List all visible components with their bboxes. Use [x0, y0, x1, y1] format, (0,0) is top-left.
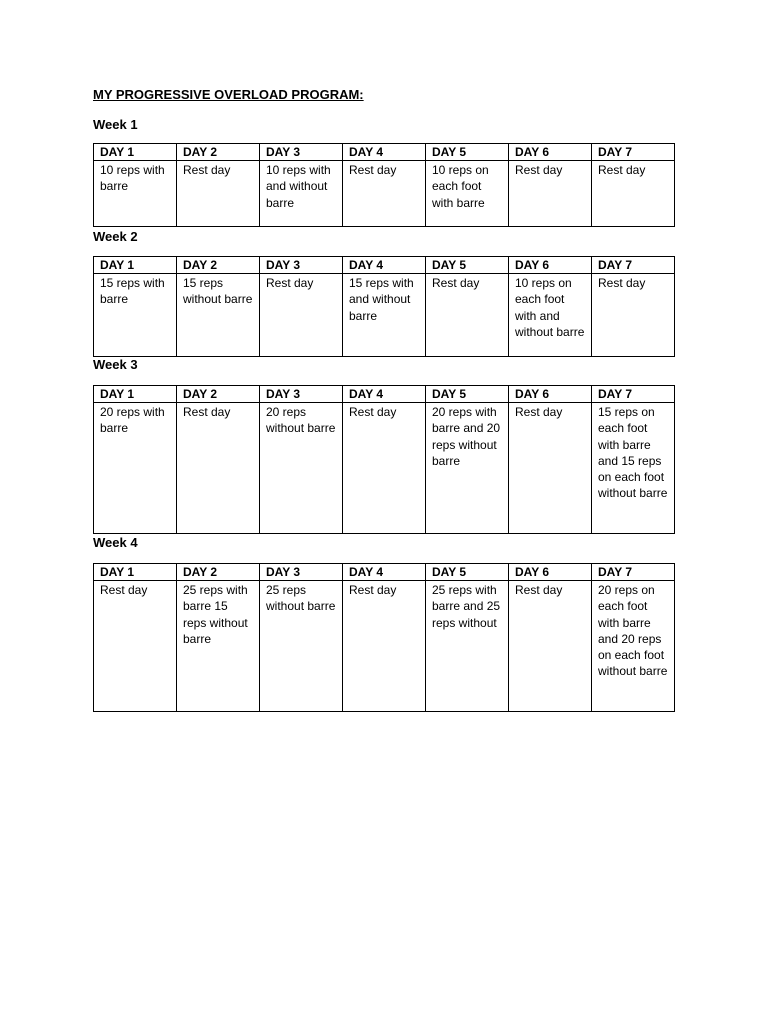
table-cell: Rest day — [592, 161, 675, 227]
day-header: DAY 7 — [592, 564, 675, 581]
day-header: DAY 1 — [94, 386, 177, 403]
day-header: DAY 2 — [177, 386, 260, 403]
day-header: DAY 1 — [94, 144, 177, 161]
table-header-row — [94, 386, 675, 403]
table-cell: Rest day — [260, 274, 343, 357]
day-header: DAY 3 — [260, 257, 343, 274]
day-header: DAY 6 — [509, 564, 592, 581]
table-cell: Rest day — [343, 581, 426, 712]
table-cell: Rest day — [592, 274, 675, 357]
table-cell: 10 reps on each foot with barre — [426, 161, 509, 227]
table-cell: 25 reps with barre and 25 reps without — [426, 581, 509, 712]
table-header-row — [94, 564, 675, 581]
table-cell: Rest day — [177, 161, 260, 227]
page-title: MY PROGRESSIVE OVERLOAD PROGRAM: — [93, 87, 364, 102]
table-cell: 15 reps on each foot with barre and 15 reps on each foot without barre — [592, 403, 675, 534]
day-header: DAY 5 — [426, 257, 509, 274]
day-header: DAY 7 — [592, 144, 675, 161]
week-2-table — [93, 256, 675, 357]
table-cell: Rest day — [509, 403, 592, 534]
table-cell: Rest day — [177, 403, 260, 534]
day-header: DAY 3 — [260, 564, 343, 581]
day-header: DAY 5 — [426, 144, 509, 161]
table-header-row — [94, 257, 675, 274]
table-row — [94, 403, 675, 534]
table-cell: 15 reps without barre — [177, 274, 260, 357]
table-cell: Rest day — [426, 274, 509, 357]
day-header: DAY 4 — [343, 257, 426, 274]
table-row — [94, 581, 675, 712]
table-cell: 10 reps on each foot with and without barre — [509, 274, 592, 357]
day-header: DAY 7 — [592, 386, 675, 403]
day-header: DAY 4 — [343, 144, 426, 161]
day-header: DAY 1 — [94, 564, 177, 581]
table-cell: 15 reps with barre — [94, 274, 177, 357]
table-cell: Rest day — [509, 581, 592, 712]
day-header: DAY 7 — [592, 257, 675, 274]
week-2-heading: Week 2 — [93, 229, 138, 244]
day-header: DAY 6 — [509, 144, 592, 161]
table-row — [94, 274, 675, 357]
table-cell: Rest day — [343, 161, 426, 227]
day-header: DAY 6 — [509, 257, 592, 274]
day-header: DAY 2 — [177, 144, 260, 161]
day-header: DAY 4 — [343, 564, 426, 581]
table-cell: 25 reps without barre — [260, 581, 343, 712]
table-cell: 15 reps with and without barre — [343, 274, 426, 357]
week-4-table — [93, 563, 675, 712]
table-cell: 10 reps with and without barre — [260, 161, 343, 227]
day-header: DAY 2 — [177, 257, 260, 274]
day-header: DAY 3 — [260, 144, 343, 161]
table-cell: Rest day — [94, 581, 177, 712]
table-cell: 10 reps with barre — [94, 161, 177, 227]
day-header: DAY 1 — [94, 257, 177, 274]
table-cell: 20 reps on each foot with barre and 20 reps on each foot without barre — [592, 581, 675, 712]
table-cell: Rest day — [509, 161, 592, 227]
day-header: DAY 3 — [260, 386, 343, 403]
day-header: DAY 5 — [426, 386, 509, 403]
table-row — [94, 161, 675, 227]
table-header-row — [94, 144, 675, 161]
week-3-heading: Week 3 — [93, 357, 138, 372]
week-1-table — [93, 143, 675, 227]
week-1-heading: Week 1 — [93, 117, 138, 132]
day-header: DAY 2 — [177, 564, 260, 581]
table-cell: Rest day — [343, 403, 426, 534]
table-cell: 20 reps with barre — [94, 403, 177, 534]
week-3-table — [93, 385, 675, 534]
week-4-heading: Week 4 — [93, 535, 138, 550]
day-header: DAY 6 — [509, 386, 592, 403]
day-header: DAY 4 — [343, 386, 426, 403]
table-cell: 25 reps with barre 15 reps without barre — [177, 581, 260, 712]
table-cell: 20 reps with barre and 20 reps without barre — [426, 403, 509, 534]
day-header: DAY 5 — [426, 564, 509, 581]
table-cell: 20 reps without barre — [260, 403, 343, 534]
